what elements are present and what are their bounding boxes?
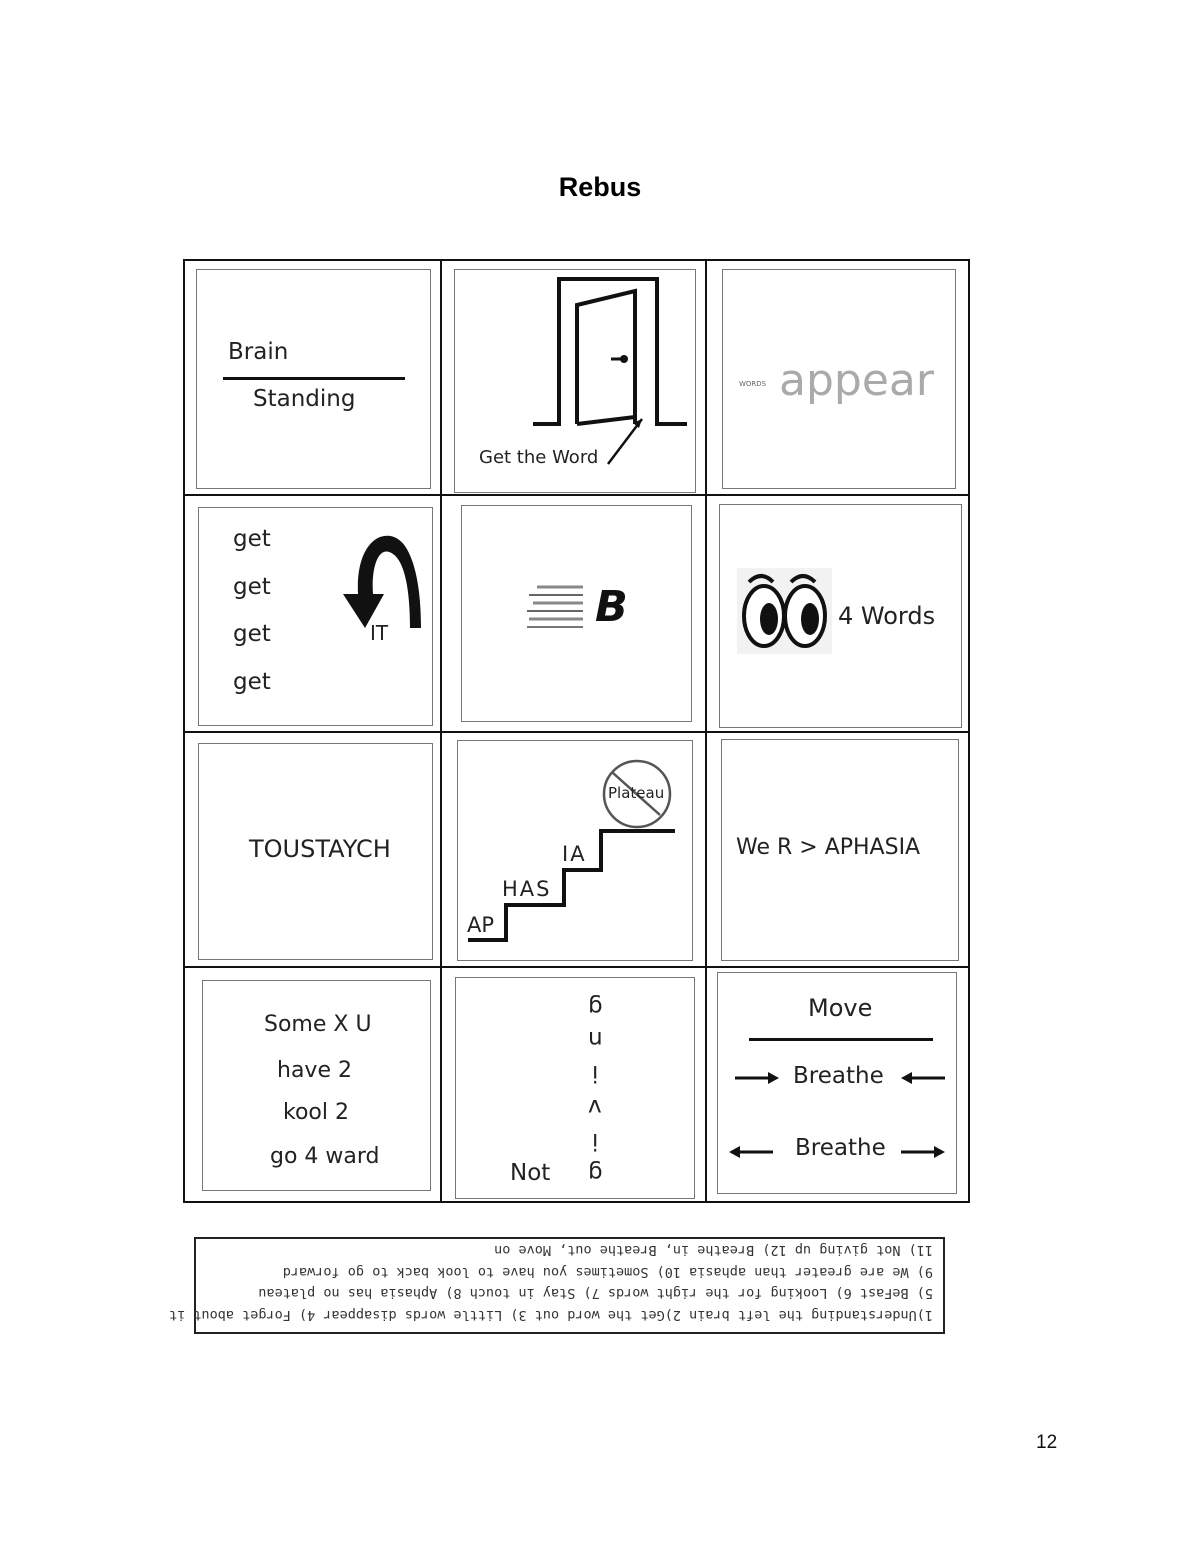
puzzle-8-step: AP — [467, 913, 495, 937]
puzzle-12-breathe-in: Breathe — [793, 1063, 884, 1089]
puzzle-11-not: Not — [510, 1160, 551, 1186]
page-number: 12 — [1036, 1432, 1058, 1453]
puzzle-4-word: get — [233, 526, 271, 552]
puzzle-5-letter: B — [595, 582, 628, 632]
answer-key-line: 11) Not giving up 12) Breathe in, Breathe out, Move on — [494, 1242, 933, 1259]
puzzle-frame — [455, 977, 695, 1199]
puzzle-8-sign: Plateau — [608, 784, 665, 802]
puzzle-11-letter: i — [592, 1128, 599, 1154]
puzzle-4-word: get — [233, 669, 271, 695]
puzzle-10-line: Some X U — [264, 1012, 372, 1037]
puzzle-3-small: WORDS — [739, 380, 767, 388]
puzzle-12 — [707, 968, 970, 1203]
puzzle-11-letter: g — [588, 994, 603, 1020]
puzzle-3-big: appear — [779, 355, 934, 406]
puzzle-4 — [185, 496, 441, 731]
speed-lines-icon — [441, 496, 705, 731]
puzzle-10-line: kool 2 — [283, 1100, 349, 1125]
puzzle-9-text: We R > APHASIA — [736, 835, 921, 860]
puzzle-4-word: get — [233, 574, 271, 600]
puzzle-12-move: Move — [808, 994, 873, 1022]
page-title: Rebus — [558, 172, 642, 202]
puzzle-10-line: go 4 ward — [270, 1144, 380, 1169]
puzzle-11-letter: g — [588, 1160, 603, 1186]
puzzle-3 — [707, 261, 970, 495]
puzzle-12-breathe-out: Breathe — [795, 1135, 886, 1161]
puzzle-7 — [185, 733, 441, 966]
answer-key-line: 9) We are greater than aphasia 10) Sometimes you have to look back to go forward — [282, 1264, 933, 1280]
puzzle-7-text: TOUSTAYCH — [249, 835, 391, 863]
puzzle-11 — [441, 968, 705, 1203]
puzzle-8-step: HAS — [502, 877, 552, 901]
puzzle-1-under: Standing — [253, 386, 356, 412]
puzzle-9 — [707, 733, 970, 966]
puzzle-11-letter: i — [592, 1060, 599, 1086]
answer-key-line: 5) BeFast 6) Looking for the right words 7) Stay in touch 8) Aphasia has no plateau — [258, 1285, 933, 1302]
answer-key-upside-down — [168, 1239, 943, 1332]
puzzle-8 — [441, 733, 705, 966]
fraction-line — [223, 377, 405, 380]
puzzle-4-arrow-label: IT — [370, 621, 389, 645]
puzzle-4-word: get — [233, 621, 271, 647]
puzzle-2 — [441, 261, 705, 495]
puzzle-2-caption: Get the Word — [479, 447, 599, 468]
puzzle-1-over: Brain — [228, 339, 289, 365]
puzzle-11-letter: v — [588, 1094, 602, 1120]
puzzle-1 — [185, 261, 441, 495]
puzzle-10-line: have 2 — [277, 1058, 352, 1083]
puzzle-5 — [441, 496, 705, 731]
puzzle-6 — [707, 496, 970, 731]
puzzle-6-text: 4 Words — [838, 602, 936, 630]
answer-key — [168, 1237, 945, 1334]
puzzle-10 — [185, 968, 441, 1203]
rebus-grid — [183, 259, 970, 1203]
puzzle-11-letter: n — [588, 1026, 603, 1052]
answer-key-line: 1)Understanding the left brain 2)Get the word out 3) Little words disappear 4) Forget about it — [168, 1307, 933, 1323]
u-turn-arrow-icon — [185, 496, 441, 731]
puzzle-8-step: IA — [562, 842, 587, 866]
